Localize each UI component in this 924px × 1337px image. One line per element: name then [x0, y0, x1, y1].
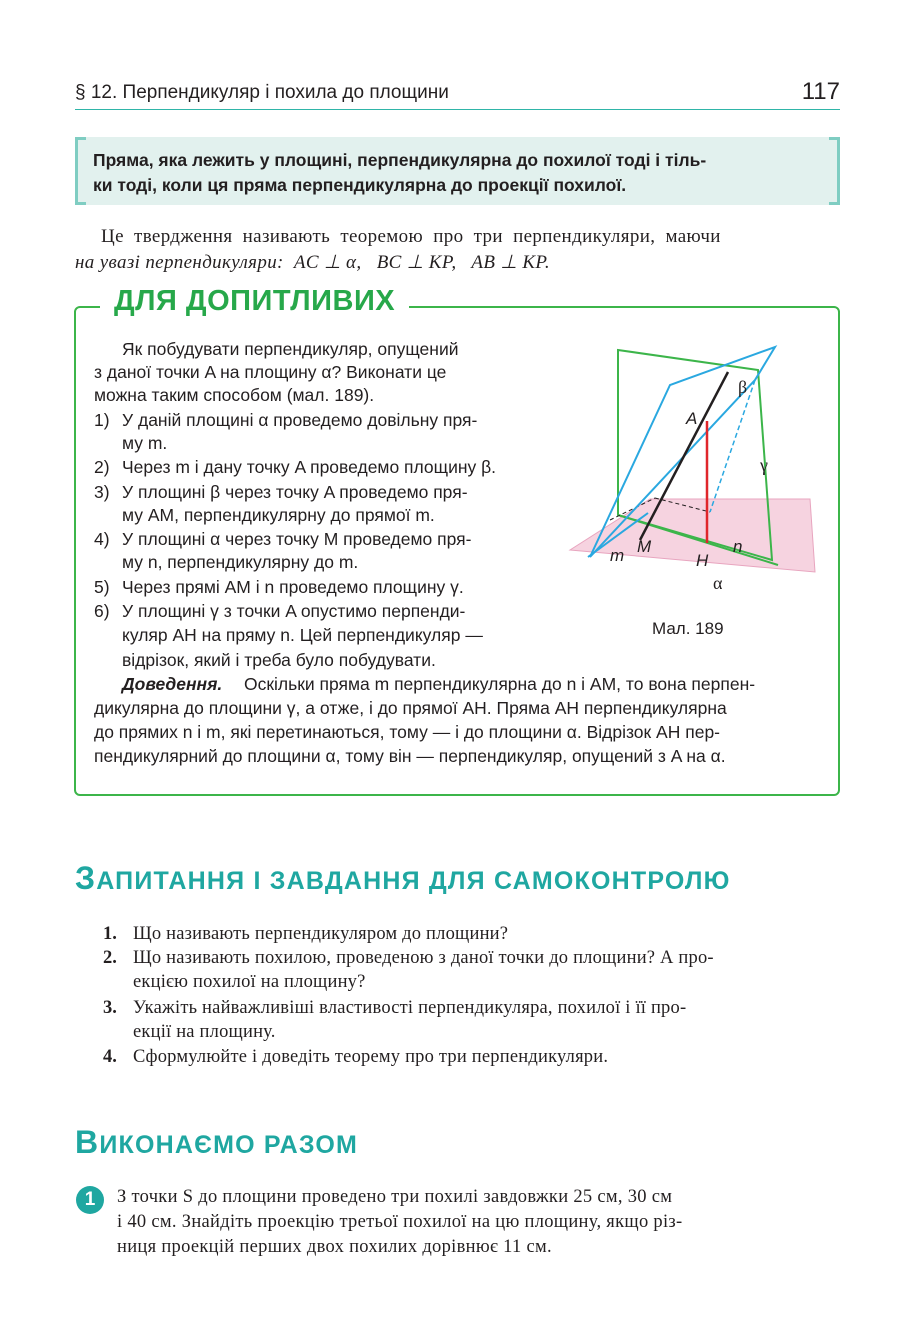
page-number: 117 [801, 78, 840, 105]
question-line: екцією похилої на площину? [133, 972, 366, 992]
step-line: му AM, перпендикулярну до прямої m. [122, 505, 435, 525]
question-line: Сформулюйте і доведіть теорему про три перпендикуляри. [133, 1047, 609, 1067]
label-alpha: α [713, 573, 723, 593]
step-line: У площині α через точку M проведемо пря- [122, 529, 472, 549]
question-line: Що називають похилою, проведеною з даної точки до площини? А про- [133, 948, 714, 968]
step-line: куляр AH на пряму n. Цей перпендикуляр — [122, 625, 483, 645]
step-number: 5) [94, 577, 110, 597]
label-beta: β [738, 377, 748, 397]
step-number: 6) [94, 601, 110, 621]
figure-caption: Мал. 189 [652, 619, 724, 638]
label-n: n [733, 537, 743, 556]
task-line: З точки S до площини проведено три похилі завдовжки 25 см, 30 см [117, 1187, 673, 1207]
question-line: екції на площину. [133, 1022, 276, 1042]
paragraph-line: на увазі перпендикуляри: AC ⊥ α, BC ⊥ KP, AB ⊥ KP. [75, 252, 551, 273]
step-line: У даній площині α проведемо довільну пря- [122, 410, 478, 430]
proof-line: дикулярна до площини γ, а отже, і до прямої AH. Пряма AH перпендикулярна [94, 698, 727, 718]
paragraph-line: Це твердження називають теоремою про три перпендикуляри, маючи [101, 226, 721, 247]
question-number: 1. [103, 924, 117, 944]
step-line: му n, перпендикулярну до m. [122, 552, 359, 572]
task-line: і 40 см. Знайдіть проекцію третьої похилої на цю площину, якщо різ- [117, 1212, 683, 1232]
step-number: 4) [94, 529, 110, 549]
proof-line: Оскільки пряма m перпендикулярна до n і AM, то вона перпен- [244, 674, 756, 694]
running-header-title: § 12. Перпендикуляр і похила до площини [75, 82, 449, 103]
section-heading-self-control: ЗАПИТАННЯ І ЗАВДАННЯ ДЛЯ САМОКОНТРОЛЮ [75, 860, 731, 896]
step-number: 2) [94, 457, 110, 477]
theorem-line: ки тоді, коли ця пряма перпендикулярна до проекції похилої. [93, 175, 627, 195]
section-heading-together: ВИКОНАЄМО РАЗОМ [75, 1124, 359, 1160]
theorem-line: Пряма, яка лежить у площині, перпендикулярна до похилої тоді і тіль- [93, 150, 707, 170]
question-line: Укажіть найважливіші властивості перпендикуляра, похилої і її про- [133, 998, 687, 1018]
step-line: Через прямі AM і n проведемо площину γ. [122, 577, 464, 597]
label-gamma: γ [760, 455, 768, 475]
step-line: Через m і дану точку A проведемо площину β. [122, 457, 497, 477]
question-line: Що називають перпендикуляром до площини? [133, 924, 509, 944]
plane-alpha [570, 499, 815, 572]
task-line: ниця проекцій перших двох похилих дорівнює 11 см. [117, 1237, 552, 1257]
label-a: A [686, 409, 698, 428]
intro-line: з даної точки A на площину α? Виконати це [94, 362, 447, 382]
intro-line: можна таким способом (мал. 189). [94, 385, 375, 405]
hidden-edge-beta [710, 380, 755, 512]
label-h: H [696, 551, 709, 570]
figure-189 [560, 335, 830, 600]
question-number: 3. [103, 998, 117, 1018]
question-number: 4. [103, 1047, 117, 1067]
task-number-badge: 1 [76, 1186, 104, 1214]
step-line: У площині γ з точки A опустимо перпенди- [122, 601, 466, 621]
proof-label: Доведення. [122, 674, 223, 694]
for-curious-title: ДЛЯ ДОПИТЛИВИХ [100, 285, 409, 318]
header-rule [75, 109, 840, 110]
step-line: му m. [122, 433, 168, 453]
step-number: 3) [94, 482, 110, 502]
step-line: У площині β через точку A проведемо пря- [122, 482, 468, 502]
proof-line: до прямих n і m, які перетинаються, тому — і до площини α. Відрізок AH пер- [94, 722, 721, 742]
step-number: 1) [94, 410, 110, 430]
step-line: відрізок, який і треба було побудувати. [122, 650, 436, 670]
proof-line: пендикулярний до площини α, тому він — перпендикуляр, опущений з A на α. [94, 746, 726, 766]
label-m-line: m [610, 546, 625, 565]
label-m-point: M [637, 537, 652, 556]
question-number: 2. [103, 948, 117, 968]
intro-line: Як побудувати перпендикуляр, опущений [122, 339, 459, 359]
